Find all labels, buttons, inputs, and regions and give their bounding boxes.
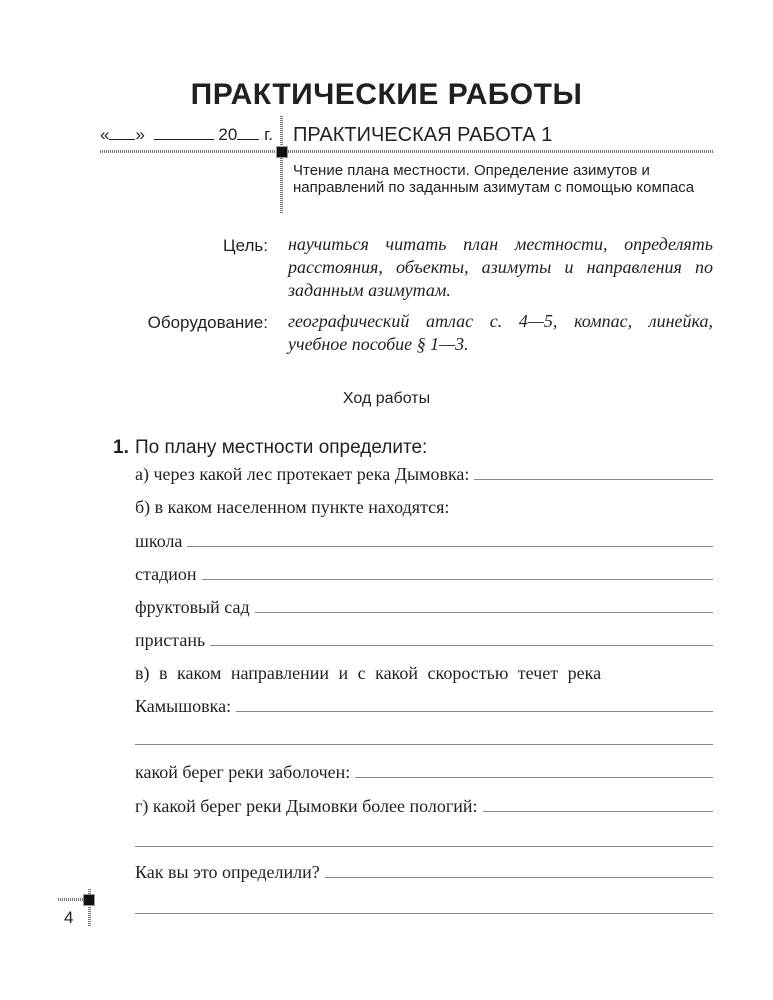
goal-label: Цель: [223, 236, 268, 255]
page-marker-dots-horizontal [58, 898, 86, 901]
answer-line-how[interactable] [325, 877, 713, 878]
task-number: 1. [113, 437, 129, 458]
question-how-text: Как вы это определили? [135, 862, 320, 882]
question-b-text: б) в каком населенном пункте находятся: [135, 497, 450, 517]
question-how [135, 862, 713, 883]
answer-line-g-extra[interactable] [135, 846, 713, 847]
answer-line-how-extra[interactable] [135, 913, 713, 914]
corner-square-icon [277, 147, 287, 157]
stadium-label: стадион [135, 564, 197, 584]
question-b [135, 497, 713, 518]
close-quote: » [135, 125, 145, 144]
dotted-divider-vertical [280, 116, 283, 214]
question-swamp [135, 762, 713, 783]
date-field [100, 125, 273, 145]
page-title: ПРАКТИЧЕСКИЕ РАБОТЫ [190, 78, 583, 111]
task-prompt: По плану местности определите: [135, 437, 428, 458]
page-number: 4 [64, 908, 74, 927]
page-marker-square-icon [84, 895, 94, 905]
answer-line-school[interactable] [187, 546, 713, 547]
question-v-text: в) в каком направлении и с какой скоростью течет река [135, 663, 602, 683]
question-g [135, 796, 713, 817]
answer-line-v-extra[interactable] [135, 744, 713, 745]
question-g-text: г) какой берег реки Дымовки более пологий: [135, 796, 478, 816]
pier-label: пристань [135, 630, 206, 650]
answer-line-swamp[interactable] [355, 777, 713, 778]
work-subtitle: Чтение плана местности. Определение азимутов и направлений по заданным азимутам с помощью компаса [293, 162, 695, 196]
question-b-pier [135, 630, 713, 651]
open-quote: « [100, 125, 110, 144]
equipment-label: Оборудование: [147, 313, 268, 332]
question-a [135, 464, 713, 485]
year-blank[interactable] [237, 125, 259, 140]
year-prefix: 20 [218, 125, 238, 144]
question-v-line1 [135, 663, 713, 684]
year-suffix: г. [264, 125, 273, 144]
equipment-text: географический атлас с. 4—5, компас, линейка, учебное пособие § 1—3. [288, 311, 713, 354]
answer-line-orchard[interactable] [255, 612, 713, 613]
month-blank[interactable] [154, 125, 214, 140]
goal-text: научиться читать план местности, определять расстояния, объекты, азимуты и направления по заданным азимутам. [288, 234, 713, 300]
section-heading: Ход работы [342, 390, 431, 407]
question-b-school [135, 531, 713, 552]
question-v-line2 [135, 696, 713, 717]
question-a-text: а) через какой лес протекает река Дымовка: [135, 464, 470, 484]
answer-line-g[interactable] [483, 811, 713, 812]
orchard-label: фруктовый сад [135, 597, 250, 617]
answer-line-stadium[interactable] [202, 579, 714, 580]
answer-line-pier[interactable] [210, 645, 713, 646]
dotted-divider-horizontal [100, 150, 713, 153]
question-b-stadium [135, 564, 713, 585]
day-blank[interactable] [109, 125, 135, 140]
question-v-river: Камышовка: [135, 696, 232, 716]
school-label: школа [135, 531, 183, 551]
question-b-orchard [135, 597, 713, 618]
question-swamp-text: какой берег реки заболочен: [135, 762, 351, 782]
answer-line-v[interactable] [236, 711, 713, 712]
work-title: ПРАКТИЧЕСКАЯ РАБОТА 1 [293, 124, 553, 146]
answer-line-a[interactable] [474, 479, 713, 480]
